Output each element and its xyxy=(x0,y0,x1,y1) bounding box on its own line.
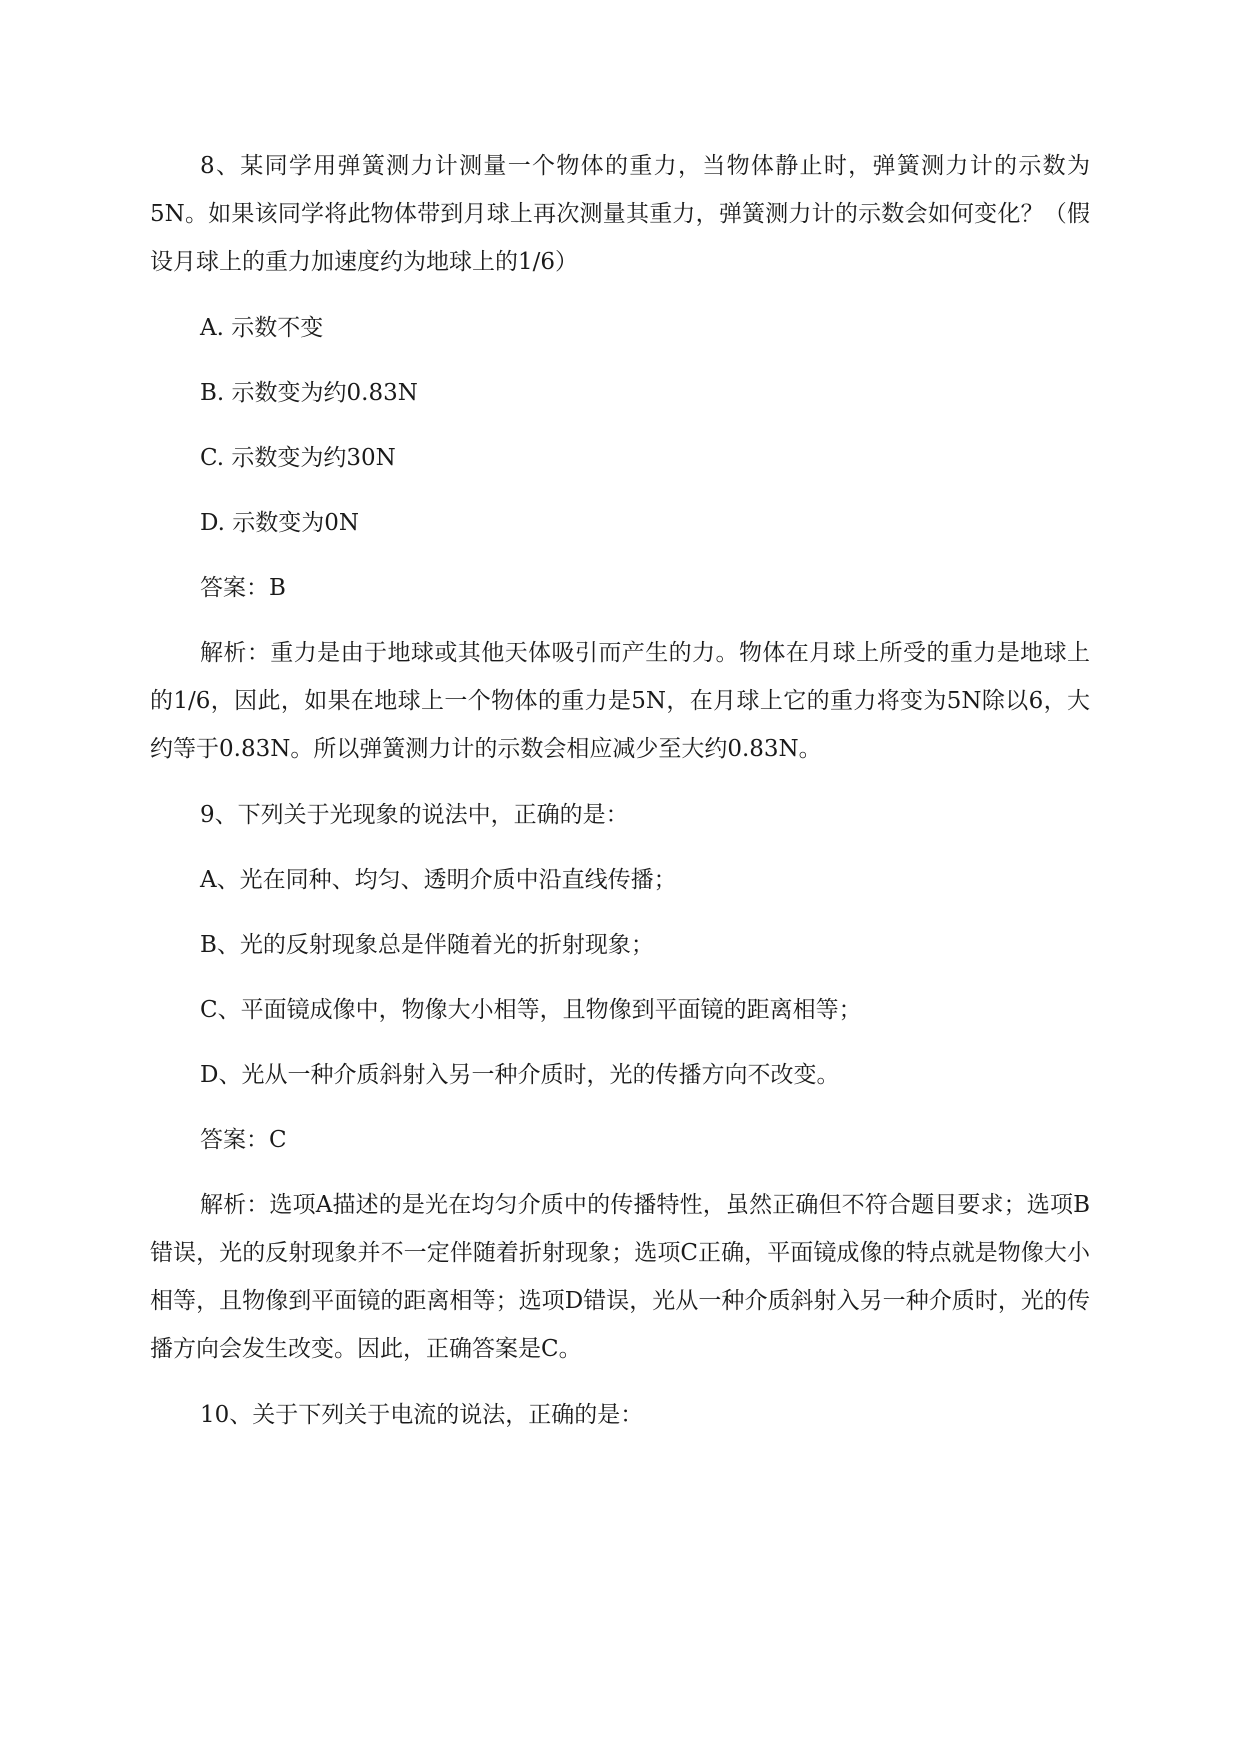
question-8-answer: 答案：B xyxy=(200,575,286,601)
question-9-text: 9、下列关于光现象的说法中，正确的是： xyxy=(200,802,629,828)
question-9-option-b: B、光的反射现象总是伴随着光的折射现象； xyxy=(200,932,654,958)
question-8-option-b: B. 示数变为约0.83N xyxy=(200,380,418,406)
question-8-option-c: C. 示数变为约30N xyxy=(200,445,396,471)
question-10-text: 10、关于下列关于电流的说法，正确的是： xyxy=(200,1402,644,1428)
question-8-option-d: D. 示数变为0N xyxy=(200,510,360,536)
question-9-option-d: D、光从一种介质斜射入另一种介质时，光的传播方向不改变。 xyxy=(200,1062,840,1088)
question-9-option-c: C、平面镜成像中，物像大小相等，且物像到平面镜的距离相等； xyxy=(200,997,862,1023)
question-8-text: 8、某同学用弹簧测力计测量一个物体的重力，当物体静止时，弹簧测力计的示数为5N。如果该同学将此物体带到月球上再次测量其重力，弹簧测力计的示数会如何变化？（假设月球上的重力加速度约为地球上的1/6） xyxy=(150,153,1090,275)
document-page xyxy=(150,142,1090,1456)
question-9-analysis: 解析：选项A描述的是光在均匀介质中的传播特性，虽然正确但不符合题目要求；选项B错误，光的反射现象并不一定伴随着折射现象；选项C正确，平面镜成像的特点就是物像大小相等，且物像到平面镜的距离相等；选项D错误，光从一种介质斜射入另一种介质时，光的传播方向会发生改变。因此，正确答案是C。 xyxy=(150,1192,1090,1362)
question-9-answer: 答案：C xyxy=(200,1127,287,1153)
question-8-option-a: A. 示数不变 xyxy=(200,315,324,341)
question-8-analysis: 解析：重力是由于地球或其他天体吸引而产生的力。物体在月球上所受的重力是地球上的1/6，因此，如果在地球上一个物体的重力是5N，在月球上它的重力将变为5N除以6，大约等于0.83N。所以弹簧测力计的示数会相应减少至大约0.83N。 xyxy=(150,640,1090,762)
question-9-option-a: A、光在同种、均匀、透明介质中沿直线传播； xyxy=(200,867,677,893)
